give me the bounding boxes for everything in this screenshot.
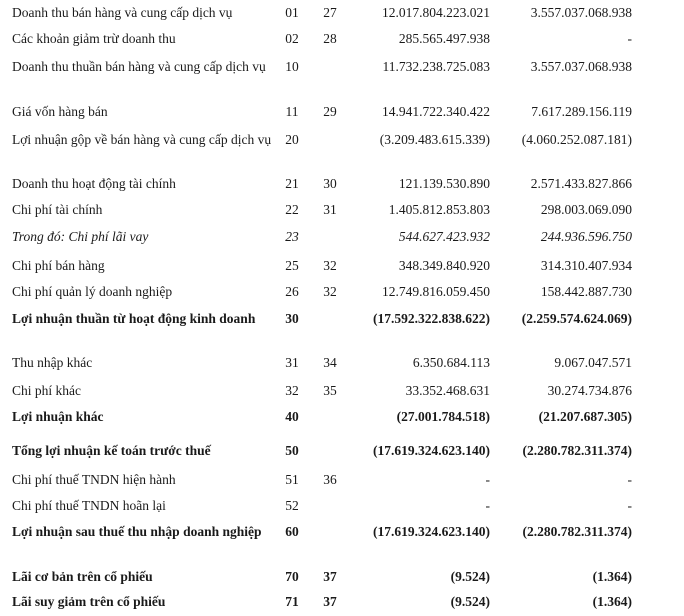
row-code: 21 [285,176,299,191]
previous-year-value: 244.936.596.750 [540,229,632,244]
row-code: 22 [285,202,299,217]
row-note: 34 [323,355,337,370]
row-code: 71 [285,594,299,609]
previous-year-value: 314.310.407.934 [540,258,632,273]
row-label: Doanh thu hoạt động tài chính [12,176,176,191]
row-label: Chi phí bán hàng [12,258,105,273]
previous-year-value: (1.364) [592,569,632,584]
row-code: 70 [285,569,299,584]
previous-year-value: 7.617.289.156.119 [531,104,632,119]
row-label: Lợi nhuận sau thuế thu nhập doanh nghiệp [12,524,262,539]
row-label: Chi phí tài chính [12,202,103,217]
row-code: 20 [285,132,299,147]
row-code: 31 [285,355,299,370]
previous-year-value: - [627,31,632,46]
row-code: 26 [285,284,299,299]
previous-year-value: 298.003.069.090 [540,202,632,217]
row-label: Tổng lợi nhuận kế toán trước thuế [12,443,211,458]
previous-year-value: (2.280.782.311.374) [522,524,632,539]
row-note: 37 [323,594,337,609]
row-code: 52 [285,498,299,513]
previous-year-value: (1.364) [592,594,632,609]
row-note: 30 [323,176,337,191]
row-code: 25 [285,258,299,273]
row-note: 32 [323,284,337,299]
row-label: Doanh thu thuần bán hàng và cung cấp dịch vụ [12,59,266,74]
row-note: 37 [323,569,337,584]
current-year-value: 11.732.238.725.083 [382,59,490,74]
row-code: 32 [285,383,299,398]
current-year-value: 14.941.722.340.422 [382,104,490,119]
row-label: Các khoản giảm trừ doanh thu [12,31,176,46]
current-year-value: (9.524) [450,594,490,609]
row-note: 27 [323,5,337,20]
current-year-value: - [485,472,490,487]
row-code: 11 [285,104,299,119]
row-label: Trong đó: Chi phí lãi vay [12,229,149,244]
current-year-value: 12.749.816.059.450 [382,284,490,299]
current-year-value: (27.001.784.518) [396,409,490,424]
row-note: 31 [323,202,337,217]
row-label: Lợi nhuận khác [12,409,104,424]
current-year-value: 1.405.812.853.803 [388,202,490,217]
current-year-value: (17.619.324.623.140) [373,524,490,539]
current-year-value: - [485,498,490,513]
current-year-value: (17.619.324.623.140) [373,443,490,458]
row-note: 28 [323,31,337,46]
current-year-value: 285.565.497.938 [398,31,490,46]
current-year-value: (9.524) [450,569,490,584]
current-year-value: 12.017.804.223.021 [382,5,490,20]
current-year-value: 6.350.684.113 [412,355,490,370]
previous-year-value: 30.274.734.876 [547,383,632,398]
previous-year-value: 9.067.047.571 [554,355,632,370]
row-label: Chi phí quản lý doanh nghiệp [12,284,173,299]
previous-year-value: (21.207.687.305) [538,409,632,424]
current-year-value: (3.209.483.615.339) [379,132,490,147]
row-code: 10 [285,59,299,74]
row-note: 29 [323,104,337,119]
previous-year-value: (2.259.574.624.069) [521,311,632,326]
row-label: Lãi cơ bản trên cổ phiếu [12,569,153,584]
previous-year-value: 158.442.887.730 [540,284,632,299]
current-year-value: 544.627.423.932 [398,229,490,244]
row-code: 02 [285,31,299,46]
row-label: Giá vốn hàng bán [12,104,108,119]
previous-year-value: (4.060.252.087.181) [521,132,632,147]
row-note: 36 [323,472,337,487]
previous-year-value: (2.280.782.311.374) [522,443,632,458]
previous-year-value: - [627,472,632,487]
row-code: 01 [285,5,299,20]
row-note: 35 [323,383,337,398]
previous-year-value: 2.571.433.827.866 [530,176,632,191]
row-code: 30 [285,311,299,326]
previous-year-value: - [627,498,632,513]
row-label: Lãi suy giảm trên cổ phiếu [12,594,166,609]
row-code: 40 [285,409,299,424]
current-year-value: (17.592.322.838.622) [373,311,490,326]
row-code: 60 [285,524,299,539]
row-label: Chi phí thuế TNDN hiện hành [12,472,176,487]
row-code: 50 [285,443,299,458]
row-label: Chi phí khác [12,383,81,398]
previous-year-value: 3.557.037.068.938 [530,59,632,74]
current-year-value: 121.139.530.890 [398,176,490,191]
current-year-value: 33.352.468.631 [405,383,490,398]
row-label: Chi phí thuế TNDN hoãn lại [12,498,166,513]
row-code: 51 [285,472,299,487]
current-year-value: 348.349.840.920 [398,258,490,273]
row-note: 32 [323,258,337,273]
row-label: Doanh thu bán hàng và cung cấp dịch vụ [12,5,233,20]
row-label: Lợi nhuận gộp về bán hàng và cung cấp dịch vụ [12,132,272,147]
row-label: Thu nhập khác [12,355,93,370]
previous-year-value: 3.557.037.068.938 [530,5,632,20]
row-label: Lợi nhuận thuần từ hoạt động kinh doanh [12,311,256,326]
row-code: 23 [285,229,299,244]
